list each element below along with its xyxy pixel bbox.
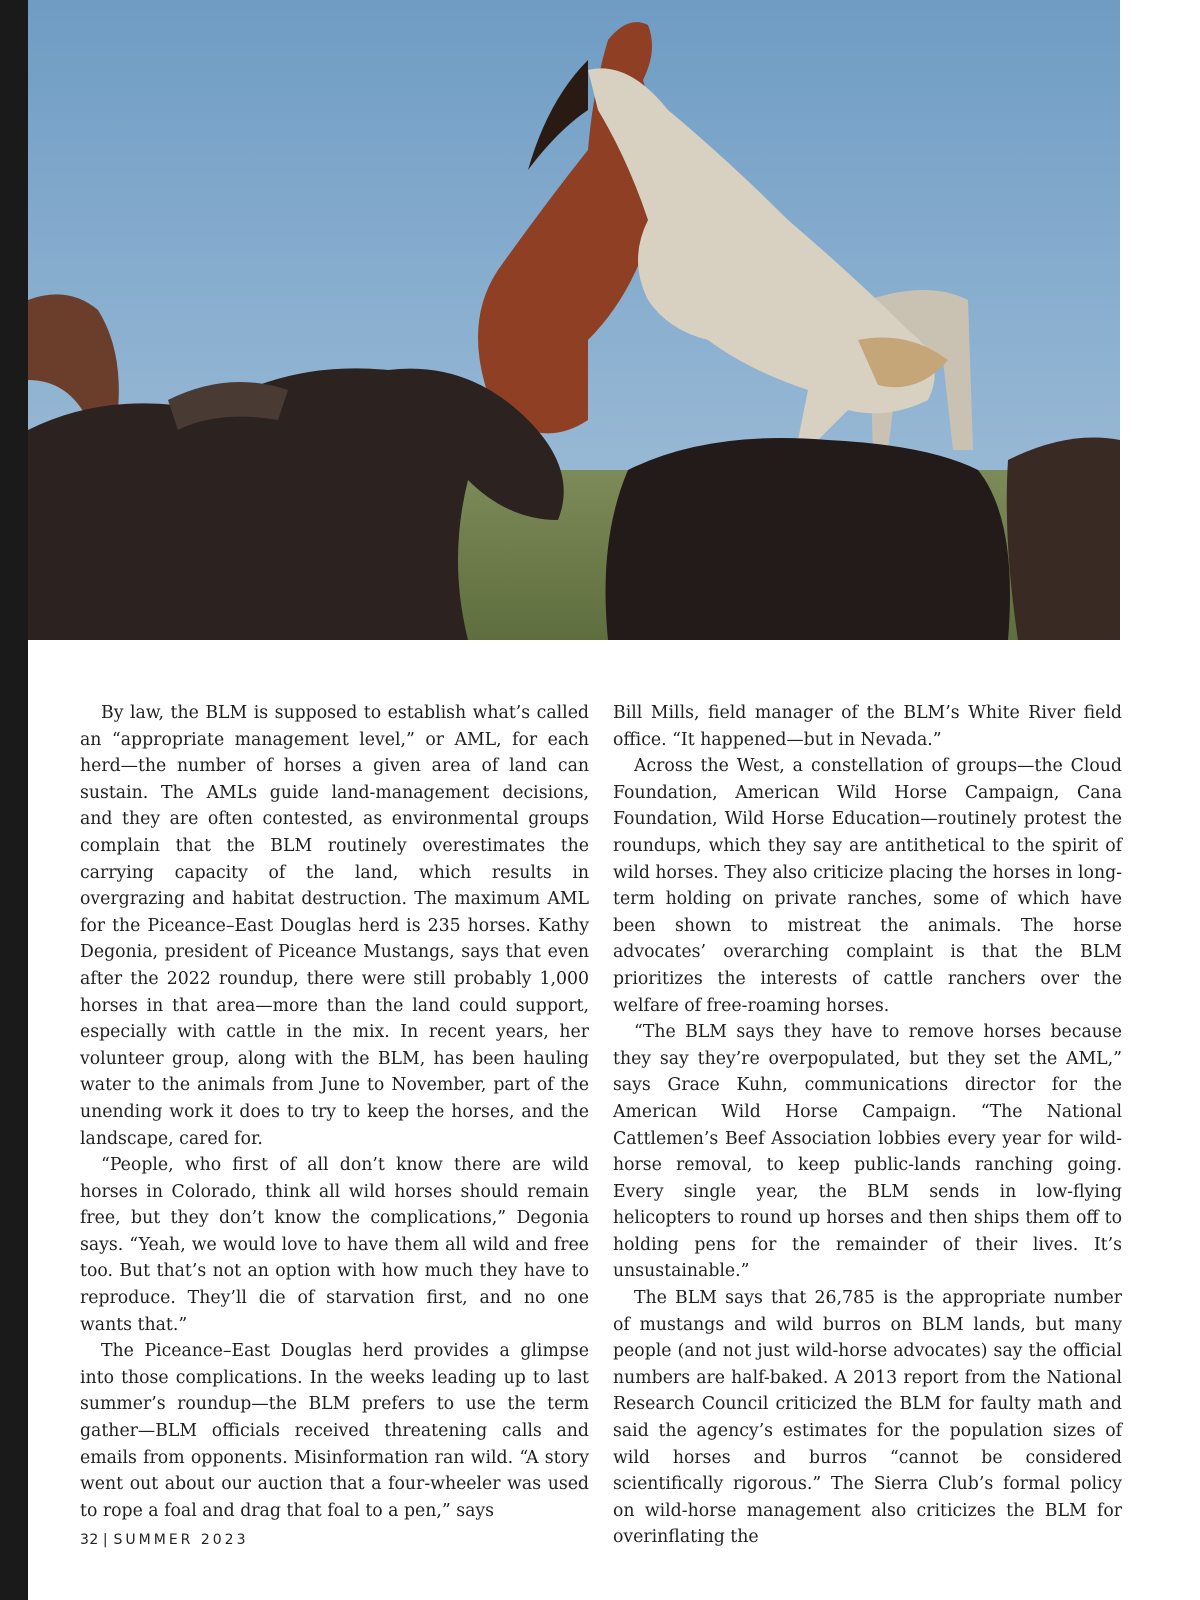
article-paragraph: The BLM says that 26,785 is the appropriate number of mustangs and wild burros on BLM lands, but many people (and not just wild-horse advocates) say the official numbers are half-baked. A 2013 report from the National Research Council criticized the BLM for faulty math and said the agency’s estimates for the population sizes of wild horses and burros “cannot be considered scientifically rigorous.” The Sierra Club’s formal policy on wild-horse management also criticizes the BLM for overinflating the xyxy=(613,1288,1122,1548)
page-folio xyxy=(80,1532,249,1548)
article-paragraph: “People, who first of all don’t know there are wild horses in Colorado, think all wild horses should remain free, but they don’t know the complications,” Degonia says. “Yeah, we would love to have them all wild and free too. But that’s not an option with how much they have to reproduce. They’ll die of starvation first, and no one wants that.” xyxy=(80,1155,589,1335)
horses-photo xyxy=(28,0,1120,640)
article-paragraph: By law, the BLM is supposed to establish what’s called an “appropriate management level,” or AML, for each herd—the number of horses a given area of land can sustain. The AMLs guide land-management decisions, and they are often contested, as environmental groups complain that the BLM routinely overestimates the carrying capacity of the land, which results in overgrazing and habitat destruction. The maximum AML for the Piceance–East Douglas herd is 235 horses. Kathy Degonia, president of Piceance Mustangs, says that even after the 2022 roundup, there were still probably 1,000 horses in that area—more than the land could support, especially with cattle in the mix. In recent years, her volunteer group, along with the BLM, has been hauling water to the animals from June to November, part of the unending work it does to try to keep the horses, and the landscape, cared for. xyxy=(80,703,589,1149)
issue-label: SUMMER 2023 xyxy=(113,1532,249,1548)
article-paragraph: The Piceance–East Douglas herd provides a glimpse into those complications. In the weeks leading up to last summer’s roundup—the BLM prefers to use the term gather—BLM officials received threatening calls and emails from opponents. Misinformation ran wild. “A story went out about our auction that a four-wheeler was used to rope a foal and drag that foal to a pen,” says xyxy=(80,1341,589,1521)
article-paragraph: Bill Mills, field manager of the BLM’s White River field office. “It happened—but in Nevada.” xyxy=(613,703,1122,750)
page-spine xyxy=(0,0,28,1600)
page-number: 32 xyxy=(80,1532,99,1548)
article-column-right xyxy=(613,700,1122,1551)
folio-separator: | xyxy=(102,1532,108,1548)
article-column-left xyxy=(80,700,589,1524)
photo-image xyxy=(28,0,1120,640)
article-paragraph: “The BLM says they have to remove horses because they say they’re overpopulated, but they set the AML,” says Grace Kuhn, communications director for the American Wild Horse Campaign. “The National Cattlemen’s Beef Association lobbies every year for wild-horse removal, to keep public-lands ranching going. Every single year, the BLM sends in low-flying helicopters to round up horses and then ships them off to holding pens for the remainder of their lives. It’s unsustainable.” xyxy=(613,1022,1122,1282)
article-paragraph: Across the West, a constellation of groups—the Cloud Foundation, American Wild Horse Campaign, Cana Foundation, Wild Horse Education—routinely protest the roundups, which they say are antithetical to the spirit of wild horses. They also criticize placing the horses in long-term holding on private ranches, some of which have been shown to mistreat the animals. The horse advocates’ overarching complaint is that the BLM prioritizes the interests of cattle ranchers over the welfare of free-roaming horses. xyxy=(613,756,1122,1016)
